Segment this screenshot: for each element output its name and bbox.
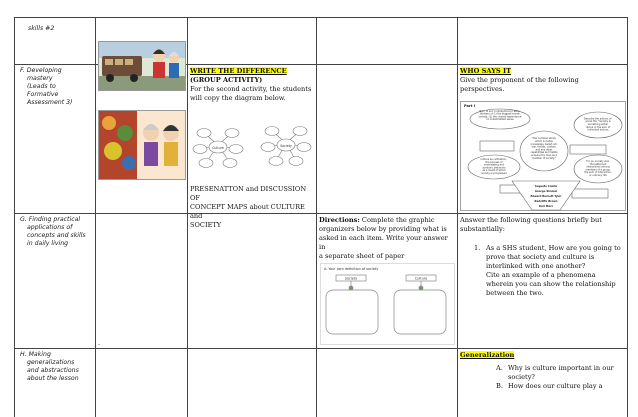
worksheet-bubble-line: acquired by man as a	[531, 154, 557, 157]
concept-map-diagram	[190, 121, 315, 177]
worksheet-bubble-2-text: "The complex whole	[531, 137, 556, 141]
presentation-line: CONCEPT MAPS about CULTURE and	[190, 203, 305, 220]
directions-body-line: Complete the graphic	[359, 216, 435, 224]
answer-intro-line: Answer the following questions briefly but	[460, 216, 602, 224]
row-label-skills: skills #2	[28, 25, 55, 32]
organizer-left-label: Society	[344, 276, 358, 281]
family-jeepney-illustration	[99, 42, 185, 90]
directions-body-line: organizers below by providing what is	[319, 225, 447, 233]
table-border-right	[627, 17, 628, 417]
organizer-right-label: Culture	[414, 276, 428, 281]
worksheet-bubble-line: law, morals, custom,	[531, 145, 557, 149]
row-label-f	[20, 67, 94, 107]
row-label-h-line: and abstractions	[27, 367, 79, 374]
row-divider-2	[14, 213, 628, 214]
worksheet-bubble-line: interrelating and	[484, 163, 504, 167]
generalization-block	[460, 351, 626, 391]
question-1	[460, 244, 626, 298]
column-divider-1	[95, 17, 96, 417]
question-1-line: between the two.	[486, 289, 544, 297]
question-1-text	[484, 244, 621, 298]
worksheet-bubble-line: something either	[587, 123, 609, 126]
worksheet-bubble-line: social life; "Society is	[585, 120, 611, 124]
worksheet-name-3: Edward Burnett Tylor	[530, 195, 562, 198]
row-label-g	[20, 216, 94, 248]
worksheet-bubble-line: the sum of interaction,	[584, 171, 612, 175]
activity-body-line: will copy the diagram below.	[190, 94, 286, 102]
generalization-item-a-line: Why is culture important in our	[508, 364, 614, 372]
worksheet-bubble-line: members of a group,	[585, 168, 611, 172]
activity-body-line: For the second activity, the students	[190, 85, 312, 93]
proponent-worksheet	[460, 101, 626, 211]
row-label-h-line: generalizations	[27, 359, 75, 366]
worksheet-bubble-line: society, (2) the closest dependence	[478, 115, 522, 119]
who-says-it-body-line: Give the proponent of the following	[460, 76, 579, 84]
row-label-h-line: about the lesson	[27, 375, 79, 382]
worksheet-bubble-line: member of society."	[532, 156, 556, 160]
column-divider-2	[187, 17, 188, 417]
worksheet-bubble-line: which includes	[535, 140, 553, 143]
question-1-line: As a SHS student, How are you going to	[486, 244, 621, 252]
column-divider-3	[316, 17, 317, 417]
row-label-h-line: H. Making	[20, 351, 51, 358]
who-says-it-block	[460, 67, 626, 94]
worksheet-bubble-line: capabilities and habits	[530, 151, 558, 155]
worksheet-bubble-line: the process of	[485, 160, 503, 164]
question-1-line: Cite an example of a phenomena	[486, 271, 596, 279]
organizer-prompt: A. Your own definition of society	[324, 267, 379, 271]
worksheet-name-5: Karl Marx	[538, 205, 554, 208]
generalization-item-b	[460, 382, 626, 391]
worksheet-bubble-line: on industrialized sense	[486, 118, 514, 122]
worksheet-bubble-line: or ordinary life	[589, 174, 607, 177]
worksheet-bubble-line: knowledge, belief, art,	[530, 142, 558, 146]
row-divider-3	[14, 348, 628, 349]
row-label-g-line: G. Finding practical	[20, 216, 81, 223]
concept-map-right-label: Society	[280, 144, 292, 148]
worksheet-name-2: George Simmel	[534, 190, 558, 193]
generalization-item-a-number: A.	[496, 364, 503, 372]
worksheet-bubble-line: symbolic behaviors	[482, 166, 506, 170]
row-label-g-line: applications of	[27, 224, 73, 231]
concept-map-left-label: Culture	[212, 146, 224, 150]
table-border-left	[14, 17, 15, 417]
directions-block	[319, 216, 456, 261]
generalization-item-b-number: B.	[496, 382, 503, 390]
generalization-item-b-line: How does our culture play a	[508, 382, 603, 390]
generalization-title: Generalization	[460, 351, 515, 359]
worksheet-bubble-line: as a result of which	[482, 169, 506, 173]
festival-couple-illustration	[99, 111, 185, 179]
who-says-it-title: WHO SAYS IT	[460, 67, 511, 75]
row-label-h	[20, 351, 94, 383]
row-label-f-line: Assessment 3)	[27, 99, 73, 106]
presentation-line: PRESENATTON and DISCUSSION OF	[190, 185, 307, 202]
activity-subtitle: (GROUP ACTIVITY)	[190, 76, 263, 84]
worksheet-bubble-4-text: Describe the actions of	[583, 117, 612, 121]
row-label-g-line: concepts and skills	[27, 232, 86, 239]
presentation-block	[190, 185, 315, 230]
worksheet-bubble-line: and any other	[535, 148, 553, 152]
question-1-number: 1.	[474, 244, 481, 252]
worksheet-bubble-line: individual actions	[587, 128, 609, 132]
proponent-worksheet-svg	[460, 101, 626, 211]
question-1-line: wherein you can show the relationship	[486, 280, 616, 288]
table-border-top	[14, 17, 628, 18]
presentation-line: SOCIETY	[190, 221, 222, 229]
worksheet-bubble-3	[480, 158, 507, 175]
worksheet-part-label: Part I	[464, 104, 476, 108]
row-label-f-line: (Leads to	[27, 83, 56, 90]
activity-title: WRITE THE DIFFERENCE	[190, 67, 287, 75]
question-1-line: interlinked with one another?	[486, 262, 586, 270]
worksheet-bubble-1-text: Born of any contributions to early	[479, 109, 520, 113]
graphic-organizer-svg	[320, 263, 455, 345]
worksheet-bubble-line: the patterned	[589, 162, 607, 166]
festival-couple-image	[98, 110, 186, 180]
who-says-it-body-line: perspectives.	[460, 85, 505, 93]
row-label-f-line: mastery	[27, 75, 53, 82]
generalization-item-a-line: society?	[508, 373, 535, 381]
worksheet-bubble-5-text: For us, society was	[586, 160, 609, 163]
answer-intro-line: substantially:	[460, 225, 505, 233]
row-label-g-line: in daily living	[27, 240, 69, 247]
worksheet-bubble-line: society is progressed	[481, 172, 507, 175]
row-label-f-line: Formative	[27, 91, 59, 98]
worksheet-bubble-3-text: Culture as cultivation;	[480, 158, 507, 161]
concept-map-svg	[190, 121, 315, 177]
lesson-plan-table	[14, 17, 628, 417]
graphic-organizer	[320, 263, 455, 345]
worksheet-bubble-line: divine or the sum of	[585, 125, 611, 129]
directions-body-line: asked in each item. Write your answer in	[319, 234, 448, 251]
worksheet-bubble-4	[584, 117, 612, 131]
family-jeepney-image	[98, 41, 186, 91]
stray-dot: .	[98, 339, 101, 347]
worksheet-name-4: Radcliffe Brown	[534, 200, 558, 203]
worksheet-name-1: Auguste Comte	[534, 185, 558, 188]
row-label-f-line: F. Developing	[20, 67, 62, 74]
directions-body-line: a separate sheet of paper	[319, 252, 405, 260]
worksheet-bubble-line: thinkers on 1) the biggest human	[480, 112, 520, 116]
write-difference-block	[190, 67, 315, 103]
worksheet-bubble-line: interactions among	[586, 165, 610, 169]
generalization-item-a	[460, 364, 626, 382]
question-1-line: prove that society and culture is	[486, 253, 595, 261]
directions-label: Directions:	[319, 216, 360, 224]
answer-block	[460, 216, 626, 298]
column-divider-4	[457, 17, 458, 417]
